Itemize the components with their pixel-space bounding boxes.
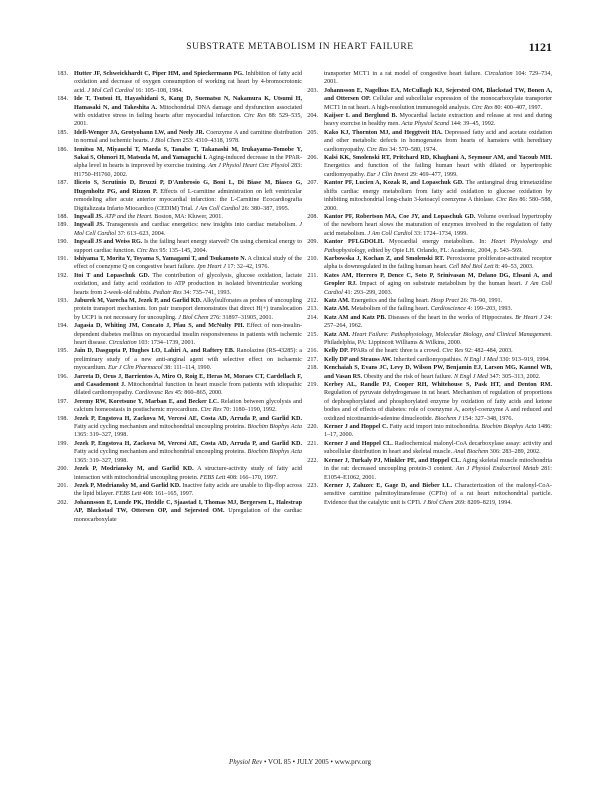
reference-number: 217.: [307, 356, 318, 363]
reference-journal: Pediatr Res: [152, 289, 182, 296]
reference-number: 190.: [57, 239, 68, 246]
reference-citation: 26: 380–387, 1995.: [241, 205, 290, 212]
reference-authors: Iemitsu M, Miyauchi T, Maeda S, Tanabe T, Takanashi M, Irukayama-Tomobe Y, Sakai S, Ohmori H, Matsuda M, and Yamaguchi I.: [74, 146, 302, 162]
reference-authors: Kenchaiah S, Evans JC, Levy D, Wilson PW, Benjamin EJ, Larson MG, Kannel WB, and Vasan RS.: [324, 365, 552, 380]
reference-authors: Ingwall JS.: [74, 222, 105, 229]
reference-entry: [300, 356, 552, 364]
reference-authors: Jezek P, Engstova H, Zackova M, Vercesi AE, Costa AD, Arruda P, and Garlid KD.: [74, 415, 302, 422]
reference-authors: Katz AM.: [324, 306, 350, 313]
reference-number: 215.: [307, 331, 318, 338]
reference-authors: Kantor PF, Lucien A, Kozak R, and Lopaschuk GD.: [324, 180, 464, 187]
reference-citation: 34: 570–580, 1974.: [389, 146, 437, 153]
reference-title: Relation between glycolysis and calcium homeostasis in postischemic myocardium.: [74, 398, 302, 414]
reference-journal: Cardiovasc Res: [134, 390, 174, 397]
reference-authors: Kelly DP.: [324, 348, 349, 355]
reference-number: 220.: [307, 424, 318, 431]
reference-citation: 104: 729–734, 2001.: [324, 71, 552, 86]
reference-title: Fatty acid cycling mechanism and mitochondrial uncoupling proteins.: [74, 449, 246, 456]
reference-title: Inactive fatty acids are unable to flip-flop across the lipid bilayer.: [74, 482, 302, 498]
reference-citation: Philadelphia, PA: Lippincott Williams & Wilkins, 2000.: [324, 340, 462, 346]
reference-citation: 45: 860–865, 2000.: [174, 390, 223, 397]
reference-authors: Jaburek M, Varecha M, Jezek P, and Garlid KD.: [74, 297, 202, 304]
reference-number: 186.: [57, 146, 68, 153]
reference-journal: Heart Physiology and Pathophysiology,: [324, 239, 552, 254]
reference-entry: [50, 499, 302, 524]
reference-title: Diseases of the heart in the works of Hippocrates.: [387, 314, 514, 321]
reference-authors: Jeremy RW, Koretsune Y, Marban E, and Becker LC.: [74, 398, 219, 405]
reference-entry: [50, 238, 302, 255]
reference-number: 191.: [57, 255, 68, 262]
reference-entry: [300, 213, 552, 238]
reference-authors: Kalsi KK, Smolenski RT, Pritchard RD, Khaghani A, Seymour AM, and Yacoub MH.: [324, 155, 552, 162]
reference-citation: Boston, MA: Kluwer, 2001.: [154, 213, 223, 220]
reference-number: 223.: [307, 482, 318, 489]
reference-journal: Circ Res: [243, 113, 267, 120]
reference-number: 205.: [307, 129, 318, 136]
reference-journal: J Mol Cell Cardiol: [74, 222, 303, 237]
reference-number: 192.: [57, 272, 68, 279]
reference-entry: [50, 179, 302, 213]
reference-number: 195.: [57, 348, 68, 355]
reference-journal: Biochem J: [434, 415, 461, 422]
reference-number: 183.: [57, 71, 68, 77]
reference-entry: [300, 154, 552, 179]
reference-authors: Kaijser L and Berglund B.: [324, 113, 397, 120]
reference-entry: [300, 255, 552, 272]
left-reference-column: [50, 70, 302, 524]
reference-title: Depressed fatty acid and acetate oxidation and other metabolic defects in homogenates from hearts of hamsters with hereditary cardiomyopathy.: [324, 129, 552, 153]
reference-citation: 70: 1180–1190, 1992.: [223, 407, 277, 414]
reference-citation: 29: 469–477, 1999.: [409, 171, 458, 178]
reference-entry: [50, 95, 302, 129]
reference-number: 193.: [57, 297, 68, 304]
reference-journal: Am J Physiol Endocrinol Metab: [455, 466, 539, 473]
reference-authors: Kerner J and Hoppel C.: [324, 424, 388, 431]
reference-citation: 37: 613–623, 2004.: [117, 230, 166, 237]
reference-number: 204.: [307, 113, 318, 120]
page-number: 1121: [528, 40, 552, 54]
reference-title: Aging-induced decrease in the PPAR-alpha level in hearts is improved by exercise training.: [74, 155, 302, 170]
reference-citation: 26: 78–90, 1991.: [460, 297, 503, 304]
reference-journal: J Mol Cell Cardiol: [87, 87, 134, 94]
reference-authors: Kates AM, Herrero P, Dence C, Soto P, Srinivasan M, Delano DG, Ehsani A, and Gropler RJ.: [324, 272, 552, 288]
reference-number: 214.: [307, 314, 318, 321]
reference-number: 201.: [57, 482, 68, 489]
reference-number: 206.: [307, 155, 318, 162]
reference-authors: Ingwall JS and Weiss RG.: [74, 239, 143, 246]
reference-citation: 92: 482–484, 2003.: [464, 348, 513, 355]
reference-authors: Iliceto S, Scrutinio D, Bruzzi P, D'Ambrosio G, Boni L, Di Biase M, Biasco G, Hugenholtz PG, and Rizzon P.: [74, 180, 302, 195]
reference-entry: [300, 87, 552, 112]
reference-title: Is the failing heart energy starved? On using chemical energy to support cardiac function.: [74, 239, 302, 254]
reference-entry: [50, 398, 302, 415]
reference-title: Alkylsulfonates as probes of uncoupling protein transport mechanism. Ion pair transport demonstrates that direct H(+) translocation by UCP1 is not necessary for uncoupling.: [74, 297, 302, 321]
reference-journal: Anal Biochem: [453, 449, 489, 456]
reference-number: 222.: [307, 457, 318, 464]
reference-authors: Hutter JF, Schweickhardt C, Piper HM, and Spieckermann PG.: [74, 71, 244, 77]
reference-entry: [300, 457, 552, 482]
reference-authors: Kerner J and Hoppel CL.: [324, 440, 393, 447]
reference-number: 208.: [307, 213, 318, 220]
reference-citation: 16: 105–108, 1984.: [135, 87, 183, 94]
reference-citation: 8: 49–53, 2003.: [495, 264, 534, 271]
reference-citation: 41: 293–299, 2003.: [344, 289, 393, 296]
reference-title: Impact of aging on substrate metabolism by the human heart.: [359, 281, 523, 288]
reference-entry: [300, 331, 552, 348]
reference-journal: J Am Coll Cardiol: [195, 205, 240, 212]
reference-citation: 276: 31897–31905, 2001.: [209, 314, 274, 321]
reference-citation: 154: 327–348, 1976.: [462, 415, 513, 422]
reference-entry: [50, 213, 302, 221]
reference-entry: [50, 415, 302, 440]
reference-title: Myocardial lactate extraction and release at rest and during heavy exercise in healthy men.: [324, 113, 552, 128]
reference-journal: Biochim Biophys Acta: [481, 424, 537, 431]
reference-number: 221.: [307, 440, 318, 447]
reference-journal: FEBS Lett: [115, 491, 142, 498]
reference-journal: J Biol Chem: [423, 499, 454, 506]
reference-number: 210.: [307, 255, 318, 262]
reference-entry: [50, 129, 302, 146]
reference-title: Aging skeletal muscle mitochondria in the rat: decreased uncoupling protein-3 content.: [324, 457, 552, 473]
reference-journal: J Am Coll Cardiol: [324, 281, 552, 296]
reference-title: Fatty acid cycling mechanism and mitochondrial uncoupling proteins.: [74, 424, 246, 431]
reference-entry: [50, 465, 302, 482]
reference-title: Energetics and the failing heart.: [351, 297, 430, 304]
reference-entry: [300, 364, 552, 381]
reference-journal: Cell Mol Biol Lett: [449, 264, 494, 271]
reference-title: Coenzyme A and carnitine distribution in normal and ischemic hearts.: [74, 129, 302, 145]
reference-journal: Jpn Heart J: [196, 264, 226, 271]
reference-citation: 38: 111–114, 1990.: [164, 365, 212, 372]
reference-journal: J Am Coll Cardiol: [367, 230, 413, 237]
reference-entry: [300, 112, 552, 129]
reference-journal: N Engl J Med: [454, 373, 488, 380]
reference-number: 184.: [57, 96, 68, 103]
reference-number: 199.: [57, 440, 68, 447]
reference-number: 185.: [57, 129, 68, 136]
reference-authors: Karbowska J, Kochan Z, and Smolenski RT.: [324, 255, 445, 262]
running-header: [0, 40, 600, 56]
reference-journal: Hosp Pract: [430, 297, 459, 304]
reference-entry: [50, 255, 302, 272]
reference-citation: 86: 580–588, 2000.: [324, 197, 552, 212]
reference-title: Obesity and the risk of heart failure.: [363, 373, 453, 380]
reference-title: Effects of L-carnitine administration on left ventricular remodeling after acute anterior myocardial infarction: the L-Carnitine Ecocardiografia Digitalizzata Infarto Miocardico (CEDIM) Trial.: [74, 188, 302, 212]
reference-title: Transgenesis and cardiac energetics: new insights into cardiac metabolism.: [106, 222, 297, 229]
reference-authors: Ide T, Tsutsui H, Hayashidani S, Kang D, Suematsu N, Nakamura K, Utsumi H, Hamasaki N, and Takeshita A.: [74, 96, 302, 111]
reference-number: 200.: [57, 466, 68, 473]
reference-authors: Katz AM.: [324, 331, 351, 338]
reference-number: 202.: [57, 499, 68, 506]
reference-entry: [300, 314, 552, 331]
reference-journal: Circulation: [108, 340, 137, 346]
reference-authors: Katz AM.: [324, 297, 350, 304]
reference-journal: Acta Physiol Scand: [401, 121, 450, 128]
reference-entry: [50, 440, 302, 465]
reference-title: Energetics and function of the failing human heart with dilated or hypertrophic cardiomyopathy.: [324, 163, 552, 178]
reference-entry: [50, 272, 302, 297]
reference-journal: Circ Res: [496, 197, 518, 204]
reference-title: Volume overload hypertrophy of the newborn heart slows the maturation of enzymes involved in the regulation of fatty acid metabolism.: [324, 213, 552, 237]
reference-number: 188.: [57, 213, 68, 220]
reference-title: Ranolazine (RS-43285): a preliminary study of a new anti-anginal agent with selective effect on ischaemic myocardium.: [74, 348, 302, 372]
reference-entry: [300, 347, 552, 355]
reference-citation: 306: 283–289, 2002.: [489, 449, 541, 456]
reference-authors: Kantor PF, Robertson MA, Coe JY, and Lopaschuk GD.: [324, 213, 476, 220]
reference-title: PPARs of the heart: three is a crowd.: [350, 348, 441, 355]
reference-journal: Circ Res: [366, 146, 388, 153]
reference-title: Mitochondrial function in heart muscle from patients with idiopathic dilated cardiomyopathy.: [74, 382, 302, 397]
reference-number: 218.: [307, 365, 318, 372]
reference-citation: 33: 1724–1734, 1999.: [413, 230, 468, 237]
reference-authors: Ingwall JS.: [74, 213, 104, 220]
page-footer: [0, 758, 600, 766]
reference-title: Regulation of pyruvate dehydrogenase in rat heart. Mechanism of regulation of proportions of dephosphorylated and phosphorylated enzyme by oxidation of fatty acids and ketone bodies and of effects of diabetes: role of coenzyme A, acetyl-coenzyme A and reduced and oxidized nicotinamide-adenine dinucleotide.: [324, 390, 552, 422]
reference-journal: Cardioscience: [430, 306, 466, 313]
reference-entry: [300, 305, 552, 313]
reference-title: transporter MCT1 in a rat model of congestive heart failure.: [324, 71, 482, 77]
reference-citation: 17: 32–42, 1976.: [227, 264, 269, 271]
reference-journal: Biochim Biophys Acta: [247, 449, 302, 456]
reference-citation: 347: 305–313, 2002.: [489, 373, 541, 380]
running-title: SUBSTRATE METABOLISM IN HEART FAILURE: [186, 42, 414, 52]
reference-citation: 283: H1750–H1760, 2002.: [74, 163, 302, 178]
reference-title: Characterization of the malonyl-CoA-sensitive carnitine palmitoyltransferase (CPTo) of a rat heart mitochondrial particle. Evidence that the catalytic unit is CPTi.: [324, 482, 552, 506]
reference-journal: Circ Res: [200, 407, 222, 414]
reference-entry: [300, 482, 552, 507]
reference-title: Upregulation of the cardiac monocarboxylate: [74, 508, 302, 523]
reference-authors: Kerner J, Turkaly PJ, Minkler PE, and Hoppel CL.: [324, 457, 461, 464]
reference-citation: 408: 166–170, 1997.: [226, 474, 278, 481]
reference-number: 194.: [57, 323, 68, 330]
reference-authors: Kantor PFLGDOLH.: [324, 239, 385, 246]
reference-authors: Jezek P, Modriansky M, and Garlid KD.: [74, 482, 181, 489]
reference-citation: 80: 400–407, 1997.: [494, 104, 543, 111]
reference-title: The antianginal drug trimetazidine shifts cardiac energy metabolism from fatty acid oxidation to glucose oxidation by inhibiting mitochondrial long-chain 3-ketoacyl coenzyme A thiolase.: [324, 180, 552, 204]
reference-title: The contribution of glycolysis, glucose oxidation, lactate oxidation, and fatty acid oxidation to ATP production in isolated biventricular working hearts from 2-week-old rabbits.: [74, 272, 302, 296]
reference-title: A structure-activity study of fatty acid interaction with mitochondrial uncoupling protein.: [74, 466, 302, 481]
reference-journal: J Biol Chem: [150, 138, 182, 145]
reference-authors: Ishiyama T, Morita Y, Toyama S, Yamagami T, and Tsukamoto N.: [74, 255, 247, 262]
reference-journal: Am J Physiol Heart Circ Physiol: [208, 163, 290, 170]
reference-title: Mitochondrial DNA damage and dysfunction associated with oxidative stress in failing hearts after myocardial infarction.: [74, 104, 302, 120]
reference-citation: 1486: 1–17, 2000.: [324, 424, 552, 439]
reference-title: A clinical study of the effect of coenzyme Q on congestive heart failure.: [74, 255, 303, 271]
reference-citation: edited by Opie LH. Orlando, FL: Academic, 2004, p. 543–569.: [368, 247, 523, 254]
reference-citation: 103: 1734–1739, 2001.: [138, 340, 196, 346]
reference-title: Cellular and subcellular expression of the monocarboxylate transporter MCT1 in rat heart. A high-resolution immunogold analysis.: [324, 96, 552, 111]
reference-journal: Eur J Clin Pharmacol: [108, 365, 163, 372]
reference-authors: Kako KJ, Thornton MJ, and Heggtveit HA.: [324, 129, 443, 136]
reference-entry: [50, 297, 302, 322]
reference-journal: Biochim Biophys Acta: [247, 424, 302, 431]
reference-authors: Katz AM and Katz PB.: [324, 314, 387, 321]
reference-journal: Br Heart J: [515, 314, 543, 321]
reference-authors: Jain D, Dasgupta P, Hughes LO, Lahiri A, and Raftery EB.: [74, 348, 235, 355]
reference-number: 207.: [307, 180, 318, 187]
reference-citation: 408: 161–165, 1997.: [142, 491, 194, 498]
reference-citation: 144: 39–45, 1992.: [450, 121, 496, 128]
reference-authors: Idell-Wenger JA, Grotyohann LW, and Neely JR.: [74, 129, 205, 136]
reference-number: 211.: [307, 272, 318, 279]
reference-number: 219.: [307, 382, 318, 389]
reference-title: Fatty acid import into mitochondria.: [389, 424, 480, 431]
reference-title: Metabolism of the failing heart.: [351, 306, 430, 313]
reference-journal: Circ Res: [442, 348, 464, 355]
reference-journal: N Engl J Med: [463, 356, 498, 363]
reference-authors: Jezek P, Modriansky M, and Garlid KD.: [74, 466, 194, 473]
reference-citation: 95: 135–145, 2004.: [159, 247, 208, 254]
reference-citation: 4: 199–203, 1993.: [467, 306, 513, 313]
reference-title: Effect of non-insulin-dependent diabetes mellitus on myocardial insulin responsiveness in patients with ischemic heart disease.: [74, 323, 303, 346]
reference-journal: Circ Res: [471, 104, 493, 111]
reference-citation: 34: 735–741, 1993.: [183, 289, 232, 296]
reference-citation: 269: 8209–8219, 1994.: [454, 499, 512, 506]
reference-authors: Jezek P, Engstova H, Zackova M, Vercesi AE, Costa AD, Arruda P, and Garlid KD.: [74, 440, 302, 447]
reference-title: Inherited cardiomyopathies.: [393, 356, 463, 363]
reference-citation: 330: 913–919, 1994.: [499, 356, 551, 363]
reference-entry: [300, 70, 552, 87]
reference-authors: Kerner J, Zaluzec E, Gage D, and Bieber LL.: [324, 482, 453, 489]
reference-number: 197.: [57, 398, 68, 405]
reference-entry: [300, 440, 552, 457]
reference-entry: [300, 381, 552, 423]
reference-entry: [300, 238, 552, 255]
reference-entry: [50, 70, 302, 95]
reference-entry: [50, 482, 302, 499]
reference-authors: Jagasia D, Whiting JM, Concato J, Pfau S, and McNulty PH.: [74, 323, 245, 330]
reference-authors: Jarreta D, Orus J, Barrientos A, Miro O, Roig E, Heras M, Moraes CT, Cardellach F, and Casademont J.: [74, 373, 302, 389]
reference-number: 196.: [57, 373, 68, 380]
reference-entry: [300, 272, 552, 297]
reference-authors: Itoi T and Lopaschuk GD.: [74, 272, 150, 279]
reference-number: 216.: [307, 348, 318, 355]
reference-journal: ATP and the Heart.: [104, 213, 153, 220]
reference-journal: Circulation: [484, 71, 513, 77]
reference-number: 198.: [57, 415, 68, 422]
reference-entry: [50, 347, 302, 372]
reference-title: Myocardial energy metabolism. In:: [389, 239, 487, 246]
reference-entry: [50, 221, 302, 238]
reference-entry: [50, 373, 302, 398]
reference-journal: FEBS Lett: [199, 474, 226, 481]
reference-citation: 1365: 319–327, 1998.: [74, 432, 128, 439]
reference-authors: Johannsson E, Lunde PK, Heddle C, Sjaastad I, Thomas MJ, Bergersen L, Halestrap AP, Blackstad TW, Ottersen OP, and Sejersted OM.: [74, 499, 302, 515]
reference-title: Peroxisome proliferator-activated receptor alpha is downregulated in the failing human heart.: [324, 255, 552, 271]
reference-authors: Johannsson E, Nagelhus EA, McCullagh KJ, Sejersted OM, Blackstad TW, Bonen A, and Ottersen OP.: [324, 87, 552, 103]
reference-citation: 253: 4310–4318, 1978.: [182, 138, 240, 145]
reference-title: Radiochemical malonyl-CoA decarboxylase assay: activity and subcellular distribution in heart and skeletal muscle.: [324, 440, 552, 456]
reference-title: Inhibition of fatty acid oxidation and decrease of oxygen consumption of working rat heart by 4-bromocrotonic acid.: [74, 71, 302, 94]
reference-entry: [50, 322, 302, 347]
reference-entry: [50, 146, 302, 180]
reference-entry: [300, 129, 552, 154]
reference-entry: [300, 297, 552, 305]
reference-entry: [300, 179, 552, 213]
reference-number: 187.: [57, 180, 68, 187]
reference-number: 203.: [307, 87, 318, 94]
reference-entry: [300, 423, 552, 440]
reference-journal: Circ Res: [136, 247, 158, 254]
footer-journal: Physiol Rev: [228, 758, 263, 766]
reference-authors: Kerbey AL, Randle PJ, Cooper RH, Whitehouse S, Pask HT, and Denton RM.: [324, 382, 552, 389]
reference-journal: Eur J Clin Invest: [366, 171, 409, 178]
reference-journal: J Biol Chem: [178, 314, 209, 321]
reference-citation: 24: 257–264, 1962.: [324, 314, 552, 330]
footer-details: • VOL 85 • JULY 2005 • www.prv.org: [263, 758, 372, 766]
reference-number: 189.: [57, 222, 68, 229]
reference-number: 209.: [307, 239, 318, 246]
reference-authors: Kelly DP and Strauss AW.: [324, 356, 392, 363]
reference-citation: 281: E1054–E1062, 2001.: [324, 466, 552, 481]
reference-number: 213.: [307, 306, 318, 313]
reference-number: 212.: [307, 297, 318, 304]
reference-citation: 88: 529–535, 2001.: [74, 113, 302, 128]
reference-journal: Heart Failure: Pathophysiology, Molecular Biology, and Clinical Management.: [352, 331, 552, 338]
right-reference-column: [300, 70, 552, 507]
reference-citation: 1365: 319–327, 1998.: [74, 457, 128, 464]
